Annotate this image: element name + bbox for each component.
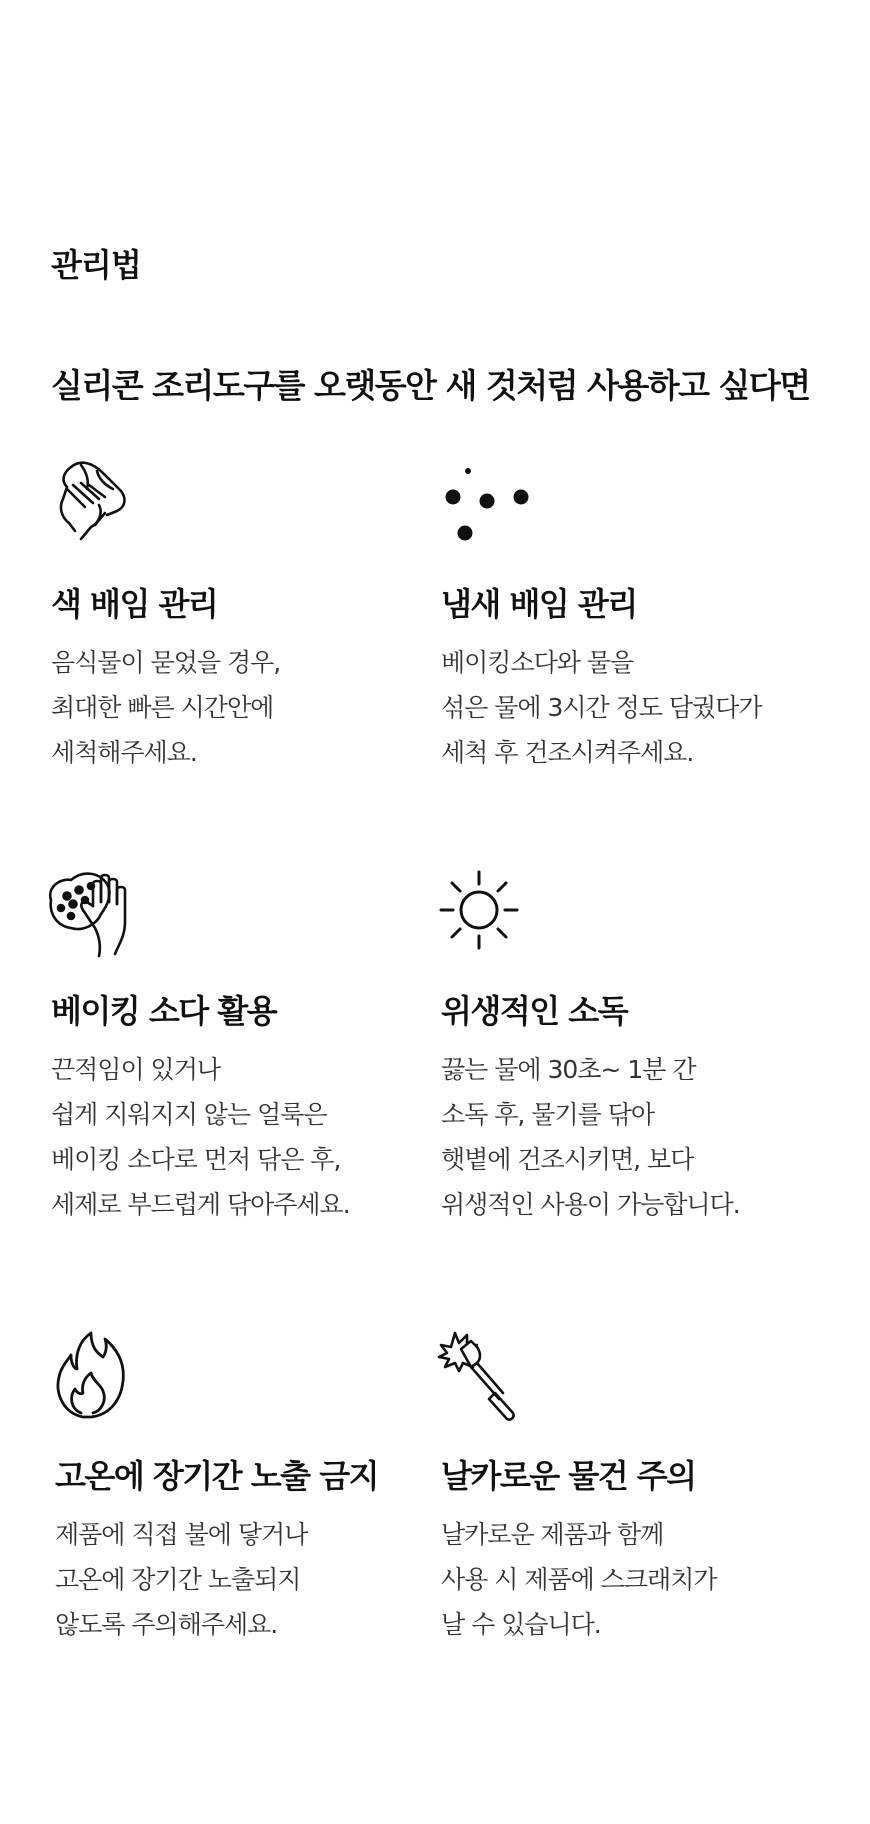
card-title: 베이킹 소다 활용 [51, 992, 277, 1030]
card-body [51, 1047, 350, 1227]
card-title: 고온에 장기간 노출 금지 [55, 1457, 379, 1495]
hand-sponge-icon [41, 862, 141, 962]
card-body-line: 최대한 빠른 시간안에 [51, 693, 274, 722]
card-body-line: 섞은 물에 3시간 정도 담궜다가 [441, 693, 762, 722]
card-body-line: 날 수 있습니다. [441, 1610, 601, 1639]
card-body-line: 베이킹 소다로 먼저 닦은 후, [51, 1145, 341, 1174]
card-body-line: 않도록 주의해주세요. [55, 1610, 278, 1639]
card-body-line: 제품에 직접 불에 닿거나 [55, 1520, 308, 1549]
card-body-line: 햇볕에 건조시키면, 보다 [441, 1145, 694, 1174]
card-title: 냄새 배임 관리 [441, 585, 637, 623]
section-label: 관리법 [51, 246, 141, 284]
flame-icon [45, 1327, 145, 1427]
card-title: 색 배임 관리 [51, 585, 218, 623]
knife-scratch-icon [431, 1327, 531, 1427]
card-body [441, 1047, 740, 1227]
card-body-line: 위생적인 사용이 가능합니다. [441, 1190, 740, 1219]
card-body [51, 640, 280, 775]
card-body-line: 끈적임이 있거나 [51, 1055, 220, 1084]
card-body [441, 640, 762, 775]
card-title: 위생적인 소독 [441, 992, 628, 1030]
card-body-line: 음식물이 묻었을 경우, [51, 648, 281, 677]
card-body-line: 쉽게 지워지지 않는 얼룩은 [51, 1100, 327, 1129]
card-title: 날카로운 물건 주의 [441, 1457, 696, 1495]
card-body [55, 1512, 307, 1647]
card-body-line: 끓는 물에 30초~ 1분 간 [441, 1055, 696, 1084]
card-body-line: 세척해주세요. [51, 738, 197, 767]
card-body-line: 세제로 부드럽게 닦아주세요. [51, 1190, 350, 1219]
card-body-line: 세척 후 건조시켜주세요. [441, 738, 694, 767]
card-body [441, 1512, 717, 1647]
card-body-line: 고온에 장기간 노출되지 [55, 1565, 301, 1594]
hand-wiping-cloth-icon [41, 455, 141, 555]
card-body-line: 사용 시 제품에 스크래치가 [441, 1565, 717, 1594]
card-body-line: 베이킹소다와 물을 [441, 648, 634, 677]
odor-dots-icon [431, 455, 531, 555]
headline: 실리콘 조리도구를 오랫동안 새 것처럼 사용하고 싶다면 [51, 366, 810, 405]
sun-icon [431, 862, 531, 962]
card-body-line: 소독 후, 물기를 닦아 [441, 1100, 654, 1129]
card-body-line: 날카로운 제품과 함께 [441, 1520, 664, 1549]
